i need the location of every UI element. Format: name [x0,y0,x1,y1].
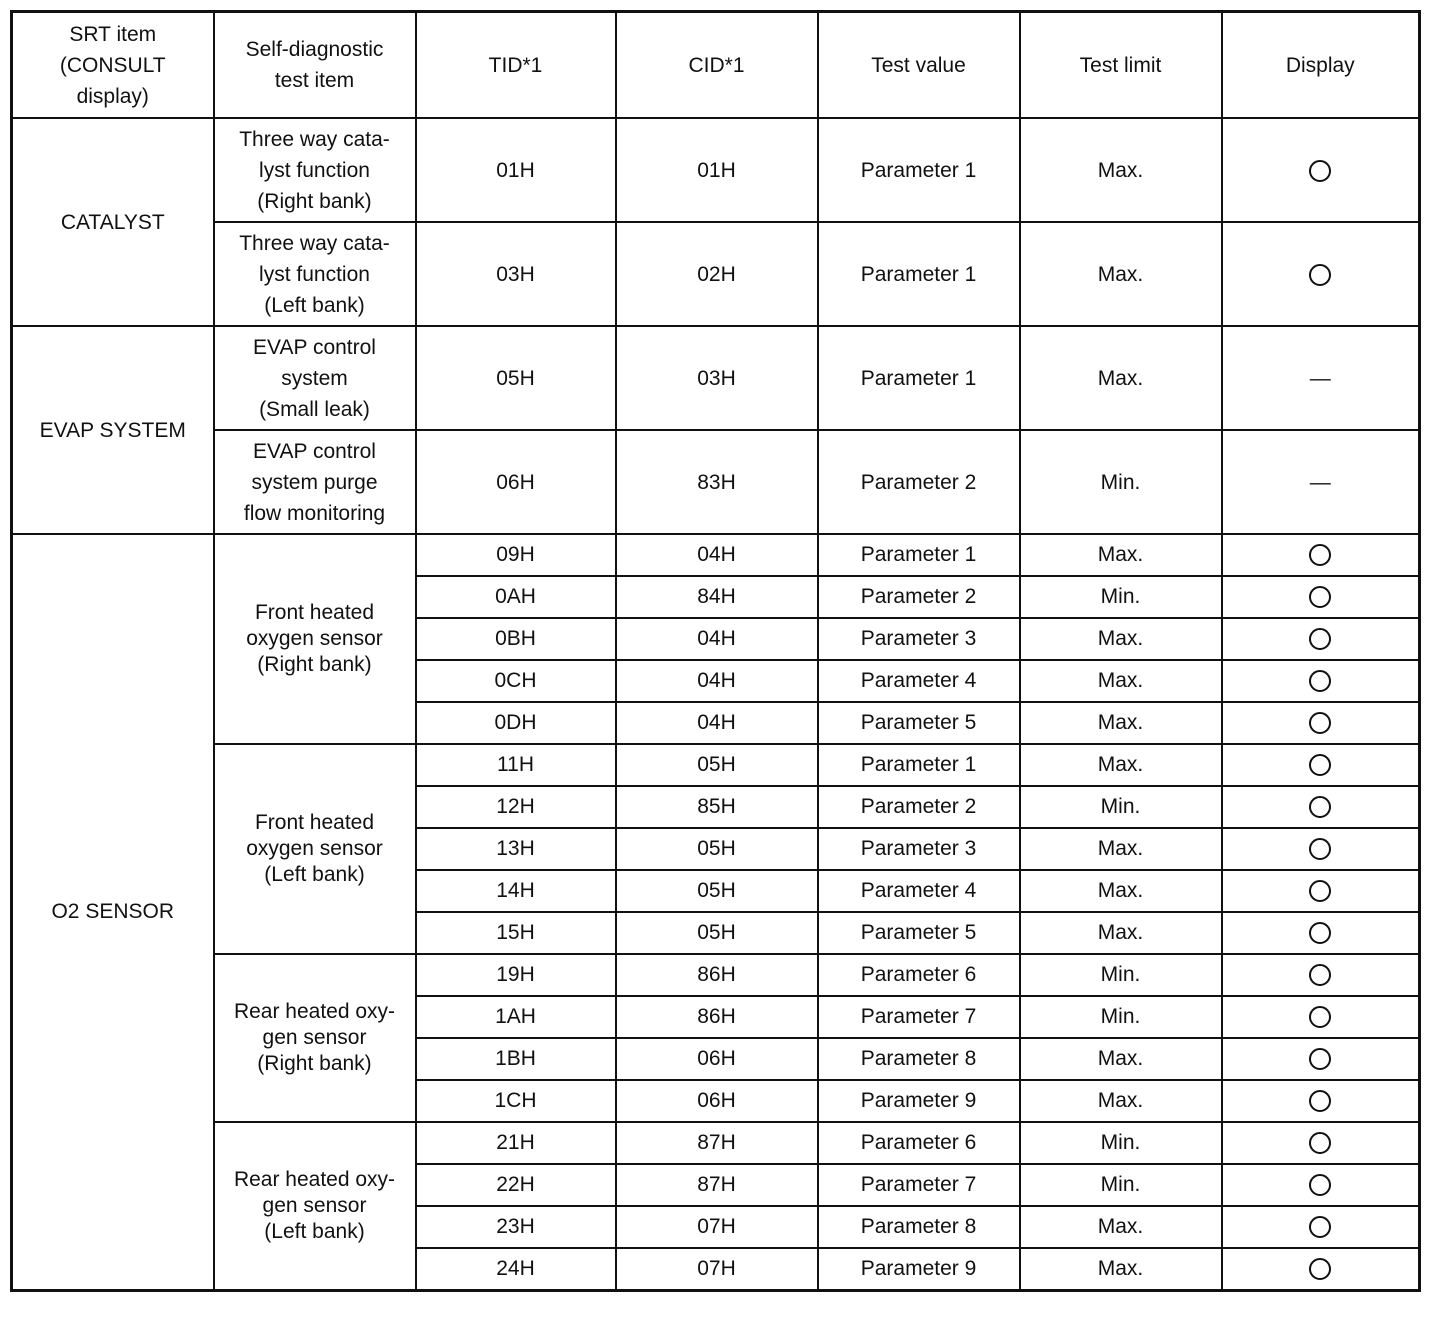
header-test-limit: Test limit [1020,12,1222,119]
cell-test-limit: Max. [1020,1206,1222,1248]
header-row [12,12,1420,119]
table-row [12,222,1420,326]
display-circle-icon [1309,670,1331,692]
display-circle-icon [1309,544,1331,566]
cell-tid: 0DH [416,702,616,744]
cell-cid: 85H [616,786,818,828]
cell-tid: 19H [416,954,616,996]
cell-test-limit: Max. [1020,534,1222,576]
cell-tid: 05H [416,326,616,430]
group-o2-sensor: O2 SENSOR [12,534,214,1291]
cell-cid: 01H [616,118,818,222]
cell-test-limit: Min. [1020,1122,1222,1164]
cell-display [1222,326,1420,430]
display-circle-icon [1309,922,1331,944]
cell-display [1222,118,1420,222]
table-row [12,744,1420,786]
cell-display [1222,534,1420,576]
item-evap-small-leak: EVAP control system (Small leak) [214,326,416,430]
cell-tid: 1CH [416,1080,616,1122]
item-front-ho2s-right: Front heated oxygen sensor (Right bank) [214,534,416,744]
cell-test-limit: Min. [1020,954,1222,996]
display-circle-icon [1309,628,1331,650]
display-circle-icon [1309,754,1331,776]
cell-tid: 14H [416,870,616,912]
cell-test-limit: Min. [1020,576,1222,618]
cell-test-limit: Max. [1020,1080,1222,1122]
cell-cid: 02H [616,222,818,326]
header-test-value: Test value [818,12,1020,119]
cell-cid: 86H [616,996,818,1038]
display-circle-icon [1309,160,1331,182]
cell-display [1222,786,1420,828]
cell-test-limit: Min. [1020,430,1222,534]
display-circle-icon [1309,264,1331,286]
cell-display [1222,870,1420,912]
cell-test-limit: Max. [1020,912,1222,954]
cell-test-value: Parameter 1 [818,222,1020,326]
cell-cid: 04H [616,534,818,576]
display-circle-icon [1309,1090,1331,1112]
cell-display [1222,1164,1420,1206]
cell-tid: 03H [416,222,616,326]
group-evap-system: EVAP SYSTEM [12,326,214,534]
cell-display [1222,222,1420,326]
cell-test-limit: Max. [1020,1038,1222,1080]
cell-test-value: Parameter 8 [818,1206,1020,1248]
display-circle-icon [1309,1048,1331,1070]
item-twc-left: Three way cata- lyst function (Left bank) [214,222,416,326]
cell-cid: 07H [616,1248,818,1291]
cell-display [1222,1122,1420,1164]
display-circle-icon [1309,796,1331,818]
cell-test-limit: Min. [1020,1164,1222,1206]
cell-test-value: Parameter 5 [818,912,1020,954]
cell-cid: 03H [616,326,818,430]
cell-test-value: Parameter 4 [818,660,1020,702]
cell-display [1222,1038,1420,1080]
display-circle-icon [1309,1006,1331,1028]
cell-test-limit: Min. [1020,786,1222,828]
cell-tid: 09H [416,534,616,576]
cell-cid: 07H [616,1206,818,1248]
table-row [12,430,1420,534]
cell-test-value: Parameter 9 [818,1080,1020,1122]
srt-diagnostic-table [10,10,1421,1292]
cell-cid: 06H [616,1038,818,1080]
cell-display [1222,660,1420,702]
item-twc-right: Three way cata- lyst function (Right bank) [214,118,416,222]
cell-test-value: Parameter 6 [818,954,1020,996]
item-evap-purge-flow: EVAP control system purge flow monitoring [214,430,416,534]
cell-tid: 13H [416,828,616,870]
display-circle-icon [1309,1132,1331,1154]
table-row [12,534,1420,576]
header-self-diagnostic: Self-diagnostic test item [214,12,416,119]
cell-cid: 06H [616,1080,818,1122]
cell-test-value: Parameter 2 [818,786,1020,828]
display-circle-icon [1309,712,1331,734]
group-catalyst: CATALYST [12,118,214,326]
cell-display [1222,954,1420,996]
cell-tid: 24H [416,1248,616,1291]
cell-test-value: Parameter 5 [818,702,1020,744]
cell-test-limit: Max. [1020,118,1222,222]
cell-cid: 84H [616,576,818,618]
header-tid: TID*1 [416,12,616,119]
cell-test-value: Parameter 1 [818,534,1020,576]
cell-cid: 04H [616,618,818,660]
cell-test-limit: Max. [1020,1248,1222,1291]
item-front-ho2s-left: Front heated oxygen sensor (Left bank) [214,744,416,954]
display-circle-icon [1309,1258,1331,1280]
cell-test-limit: Min. [1020,996,1222,1038]
cell-test-value: Parameter 2 [818,430,1020,534]
header-srt-item: SRT item (CONSULT display) [12,12,214,119]
cell-display [1222,1206,1420,1248]
cell-display [1222,1080,1420,1122]
display-dash: — [1309,366,1331,390]
table-row [12,326,1420,430]
cell-tid: 0BH [416,618,616,660]
cell-test-value: Parameter 3 [818,828,1020,870]
cell-display [1222,1248,1420,1291]
cell-cid: 87H [616,1122,818,1164]
cell-test-limit: Max. [1020,702,1222,744]
cell-test-value: Parameter 3 [818,618,1020,660]
display-circle-icon [1309,586,1331,608]
cell-test-value: Parameter 8 [818,1038,1020,1080]
cell-tid: 22H [416,1164,616,1206]
cell-test-limit: Max. [1020,828,1222,870]
cell-test-value: Parameter 6 [818,1122,1020,1164]
cell-test-value: Parameter 9 [818,1248,1020,1291]
cell-display [1222,744,1420,786]
cell-test-limit: Max. [1020,326,1222,430]
cell-cid: 05H [616,912,818,954]
item-rear-ho2s-right: Rear heated oxy- gen sensor (Right bank) [214,954,416,1122]
cell-test-limit: Max. [1020,660,1222,702]
cell-tid: 0AH [416,576,616,618]
cell-display [1222,576,1420,618]
cell-display [1222,618,1420,660]
table-row [12,1122,1420,1164]
cell-tid: 15H [416,912,616,954]
cell-display [1222,828,1420,870]
cell-tid: 01H [416,118,616,222]
cell-tid: 1AH [416,996,616,1038]
cell-tid: 12H [416,786,616,828]
cell-cid: 05H [616,870,818,912]
display-circle-icon [1309,1216,1331,1238]
header-cid: CID*1 [616,12,818,119]
cell-test-limit: Max. [1020,222,1222,326]
cell-tid: 23H [416,1206,616,1248]
cell-tid: 06H [416,430,616,534]
display-circle-icon [1309,1174,1331,1196]
cell-test-limit: Max. [1020,618,1222,660]
cell-tid: 1BH [416,1038,616,1080]
cell-display [1222,996,1420,1038]
cell-tid: 11H [416,744,616,786]
cell-test-value: Parameter 7 [818,1164,1020,1206]
cell-cid: 05H [616,828,818,870]
item-rear-ho2s-left: Rear heated oxy- gen sensor (Left bank) [214,1122,416,1291]
cell-cid: 86H [616,954,818,996]
display-circle-icon [1309,964,1331,986]
cell-cid: 04H [616,660,818,702]
table-row [12,954,1420,996]
display-circle-icon [1309,880,1331,902]
cell-test-limit: Max. [1020,744,1222,786]
cell-display [1222,912,1420,954]
cell-test-value: Parameter 1 [818,118,1020,222]
cell-test-value: Parameter 7 [818,996,1020,1038]
cell-display [1222,430,1420,534]
cell-tid: 0CH [416,660,616,702]
srt-table-container [10,10,1418,1292]
cell-cid: 83H [616,430,818,534]
cell-cid: 04H [616,702,818,744]
cell-cid: 87H [616,1164,818,1206]
cell-test-value: Parameter 1 [818,744,1020,786]
display-dash: — [1309,470,1331,494]
table-row [12,118,1420,222]
cell-cid: 05H [616,744,818,786]
cell-test-value: Parameter 2 [818,576,1020,618]
cell-test-value: Parameter 4 [818,870,1020,912]
header-display: Display [1222,12,1420,119]
cell-tid: 21H [416,1122,616,1164]
cell-test-limit: Max. [1020,870,1222,912]
cell-display [1222,702,1420,744]
cell-test-value: Parameter 1 [818,326,1020,430]
display-circle-icon [1309,838,1331,860]
